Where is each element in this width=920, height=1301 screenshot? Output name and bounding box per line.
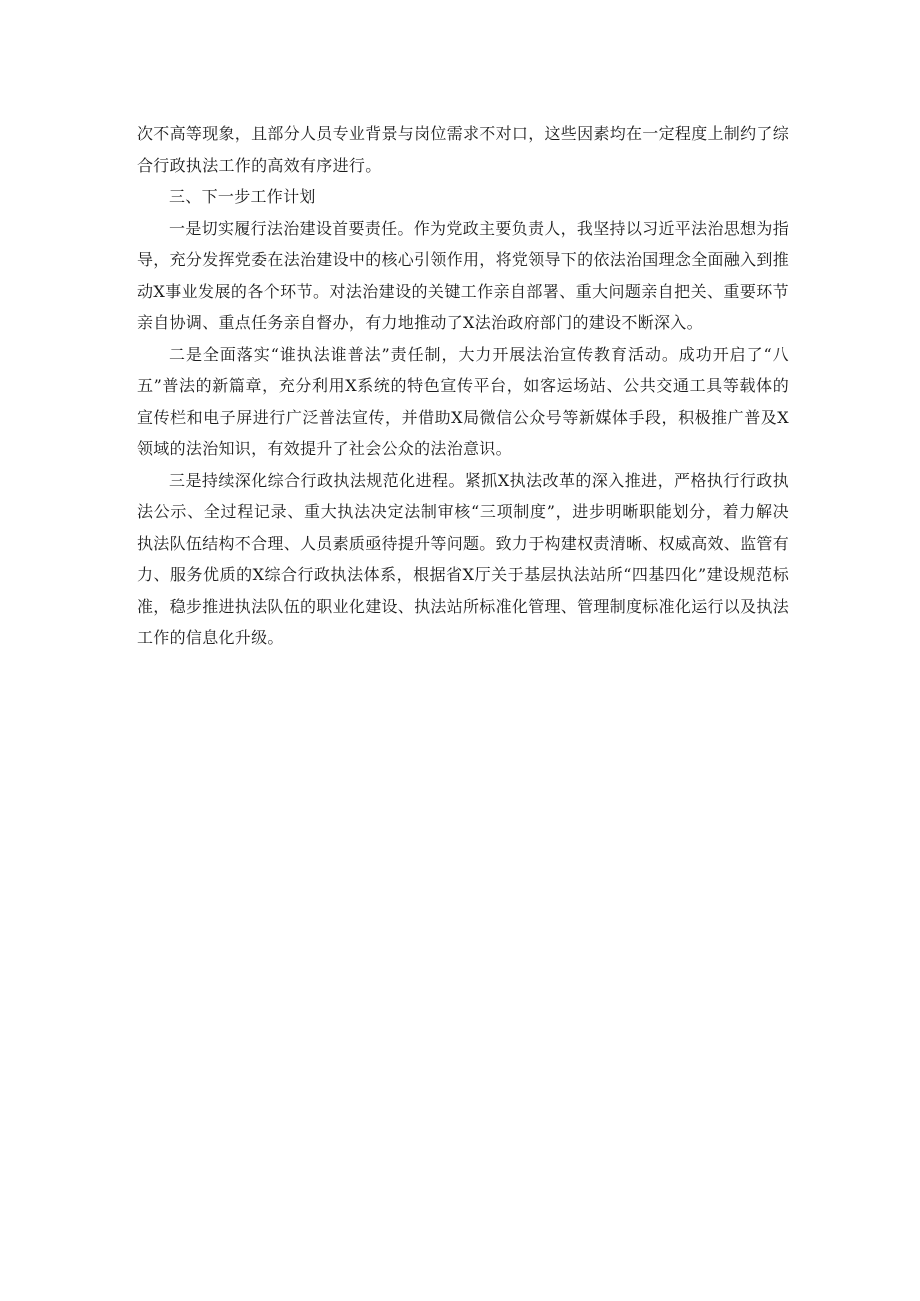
paragraph-enforcement-standardization: 三是持续深化综合行政执法规范化进程。紧抓X执法改革的深入推进，严格执行行政执法公示、全过程记录、重大执法决定法制审核“三项制度”，进步明晰职能划分，着力解决执法队伍结构不合理、人员素质亟待提升等问题。致力于构建权责清晰、权威高效、监管有力、服务优质的X综合行政执法体系，根据省X厅关于基层执法站所“四基四化”建设规范标准，稳步推进执法队伍的职业化建设、执法站所标准化管理、管理制度标准化运行以及执法工作的信息化升级。 [137,470,790,647]
paragraph-legal-publicity: 二是全面落实“谁执法谁普法”责任制，大力开展法治宣传教育活动。成功开启了“八五”普法的新篇章，充分利用X系统的特色宣传平台，如客运场站、公共交通工具等载体的宣传栏和电子屏进行广泛普法宣传，并借助X局微信公众号等新媒体手段，积极推广普及X领域的法治知识，有效提升了社会公众的法治意识。 [137,344,789,458]
paragraph-continuation: 次不高等现象，且部分人员专业背景与岗位需求不对口，这些因素均在一定程度上制约了综合行政执法工作的高效有序进行。 [137,124,790,175]
section-heading: 三、下一步工作计划 [169,187,316,206]
document-body [137,118,789,654]
paragraph-legal-responsibility: 一是切实履行法治建设首要责任。作为党政主要负责人，我坚持以习近平法治思想为指导，充分发挥党委在法治建设中的核心引领作用，将党领导下的依法治国理念全面融入到推动X事业发展的各个环节。对法治建设的关键工作亲自部署、重大问题亲自把关、重要环节亲自协调、重点任务亲自督办，有力地推动了X法治政府部门的建设不断深入。 [137,218,790,332]
